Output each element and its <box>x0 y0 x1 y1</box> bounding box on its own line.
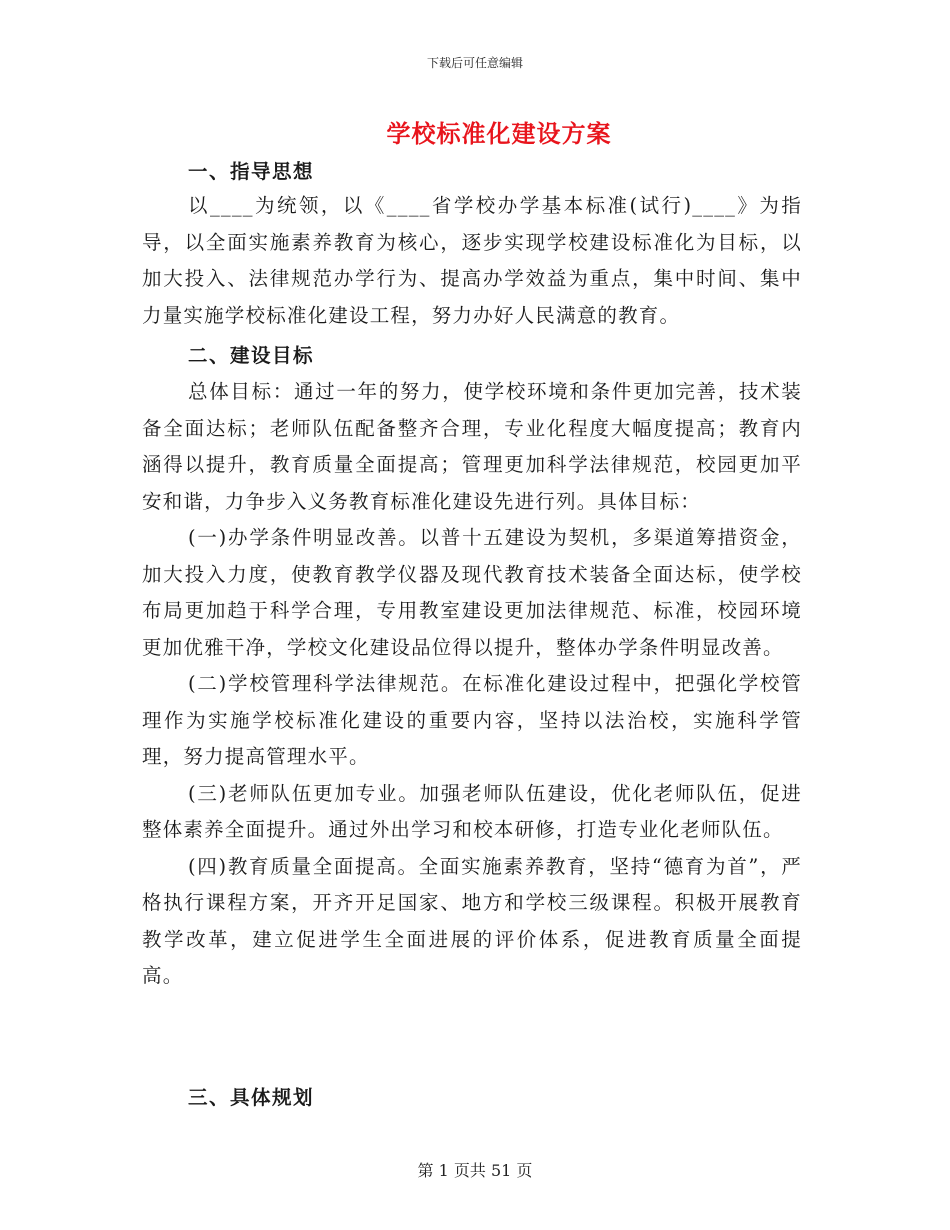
paragraph-goal-2: (二)学校管理科学法律规范。在标准化建设过程中，把强化学校管理作为实施学校标准化建设的重要内容，坚持以法治校，实施科学管理，努力提高管理水平。 <box>142 672 802 768</box>
section-heading-construction-goals: 二、建设目标 <box>188 344 315 367</box>
paragraph-goal-1: (一)办学条件明显改善。以普十五建设为契机，多渠道筹措资金，加大投入力度，使教育教学仪器及现代教育技术装备全面达标，使学校布局更加趋于科学合理，专用教室建设更加法律规范、标准，校园环境更加优雅干净，学校文化建设品位得以提升，整体办学条件明显改善。 <box>142 526 802 659</box>
paragraph-goal-4: (四)教育质量全面提高。全面实施素养教育，坚持“德育为首”，严格执行课程方案，开齐开足国家、地方和学校三级课程。积极开展教育教学改革，建立促进学生全面进展的评价体系，促进教育质量全面提高。 <box>142 854 802 987</box>
paragraph-goal-3: (三)老师队伍更加专业。加强老师队伍建设，优化老师队伍，促进整体素养全面提升。通过外出学习和校本研修，打造专业化老师队伍。 <box>142 781 802 841</box>
paragraph-guiding-ideology: 以____为统领，以《____省学校办学基本标准(试行)____》为指导，以全面实施素养教育为核心，逐步实现学校建设标准化为目标，以加大投入、法律规范办学行为、提高办学效益为重点，集中时间、集中力量实施学校标准化建设工程，努力办好人民满意的教育。 <box>142 194 802 327</box>
page-footer: 第 1 页共 51 页 <box>417 1161 533 1180</box>
header-note: 下载后可任意编辑 <box>426 56 523 70</box>
paragraph-overall-goal: 总体目标：通过一年的努力，使学校环境和条件更加完善，技术装备全面达标；老师队伍配备整齐合理，专业化程度大幅度提高；教育内涵得以提升，教育质量全面提高；管理更加科学法律规范，校园更加平安和谐，力争步入义务教育标准化建设先进行列。具体目标： <box>142 380 802 513</box>
section-heading-specific-plan: 三、具体规划 <box>188 1086 315 1109</box>
section-heading-guiding-ideology: 一、指导思想 <box>188 160 315 183</box>
body-block-1 <box>142 188 802 334</box>
body-block-2 <box>142 374 802 995</box>
document-title: 学校标准化建设方案 <box>386 119 612 148</box>
